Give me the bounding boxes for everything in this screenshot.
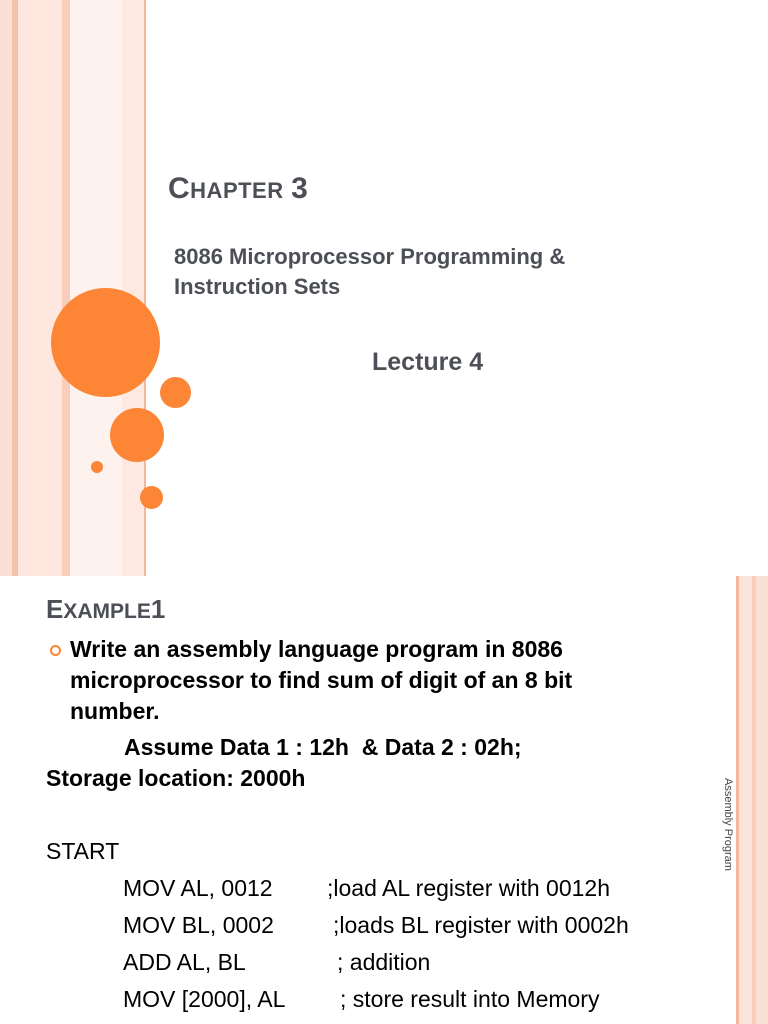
- lecture-label: Lecture 4: [372, 348, 484, 376]
- bullet-line: number.: [70, 698, 160, 724]
- side-label: Assembly Program: [722, 778, 734, 871]
- code-instruction: MOV [2000], AL: [123, 986, 286, 1012]
- code-comment: ; addition: [337, 949, 431, 975]
- code-comment: ;loads BL register with 0002h: [333, 912, 629, 938]
- decor-stripe: [122, 0, 144, 576]
- decor-stripe: [0, 0, 12, 576]
- decor-stripe: [756, 576, 768, 1024]
- bullet-line: Write an assembly language program in 8086: [70, 636, 563, 662]
- decor-circle-medium: [110, 408, 164, 462]
- chapter-title-rest: HAPTER: [190, 178, 284, 203]
- decor-stripe: [739, 576, 752, 1024]
- bullet-ring-icon: [50, 645, 61, 656]
- bullet-text: [70, 634, 680, 727]
- bullet-line: microprocessor to find sum of digit of an 8 bit: [70, 667, 573, 693]
- decor-circle-small: [140, 486, 163, 509]
- decor-circle-small: [160, 377, 191, 408]
- chapter-title: [168, 172, 308, 206]
- decor-circle-tiny: [91, 461, 103, 473]
- chapter-subtitle: [174, 242, 674, 302]
- code-instruction: ADD AL, BL: [123, 949, 246, 975]
- subtitle-line: 8086 Microprocessor Programming &: [174, 244, 566, 269]
- code-comment: ; store result into Memory: [340, 986, 600, 1012]
- chapter-number: 3: [291, 172, 309, 205]
- assume-line: Assume Data 1 : 12h & Data 2 : 02h;: [124, 734, 522, 760]
- code-comment: ;load AL register with 0012h: [327, 875, 610, 901]
- example-title-initial: E: [46, 594, 64, 624]
- decor-circle-large: [51, 288, 160, 397]
- example-number: 1: [150, 594, 166, 624]
- storage-line: Storage location: 2000h: [46, 765, 306, 791]
- decor-stripe: [62, 0, 70, 576]
- code-start-label: START: [46, 838, 120, 864]
- example-slide: [0, 576, 768, 1024]
- subtitle-line: Instruction Sets: [174, 274, 341, 299]
- code-instruction: MOV AL, 0012: [123, 875, 273, 901]
- example-title-rest: XAMPLE: [63, 600, 151, 623]
- example-title: [46, 594, 165, 625]
- code-instruction: MOV BL, 0002: [123, 912, 274, 938]
- chapter-title-initial: C: [168, 172, 191, 205]
- decor-stripe: [18, 0, 62, 576]
